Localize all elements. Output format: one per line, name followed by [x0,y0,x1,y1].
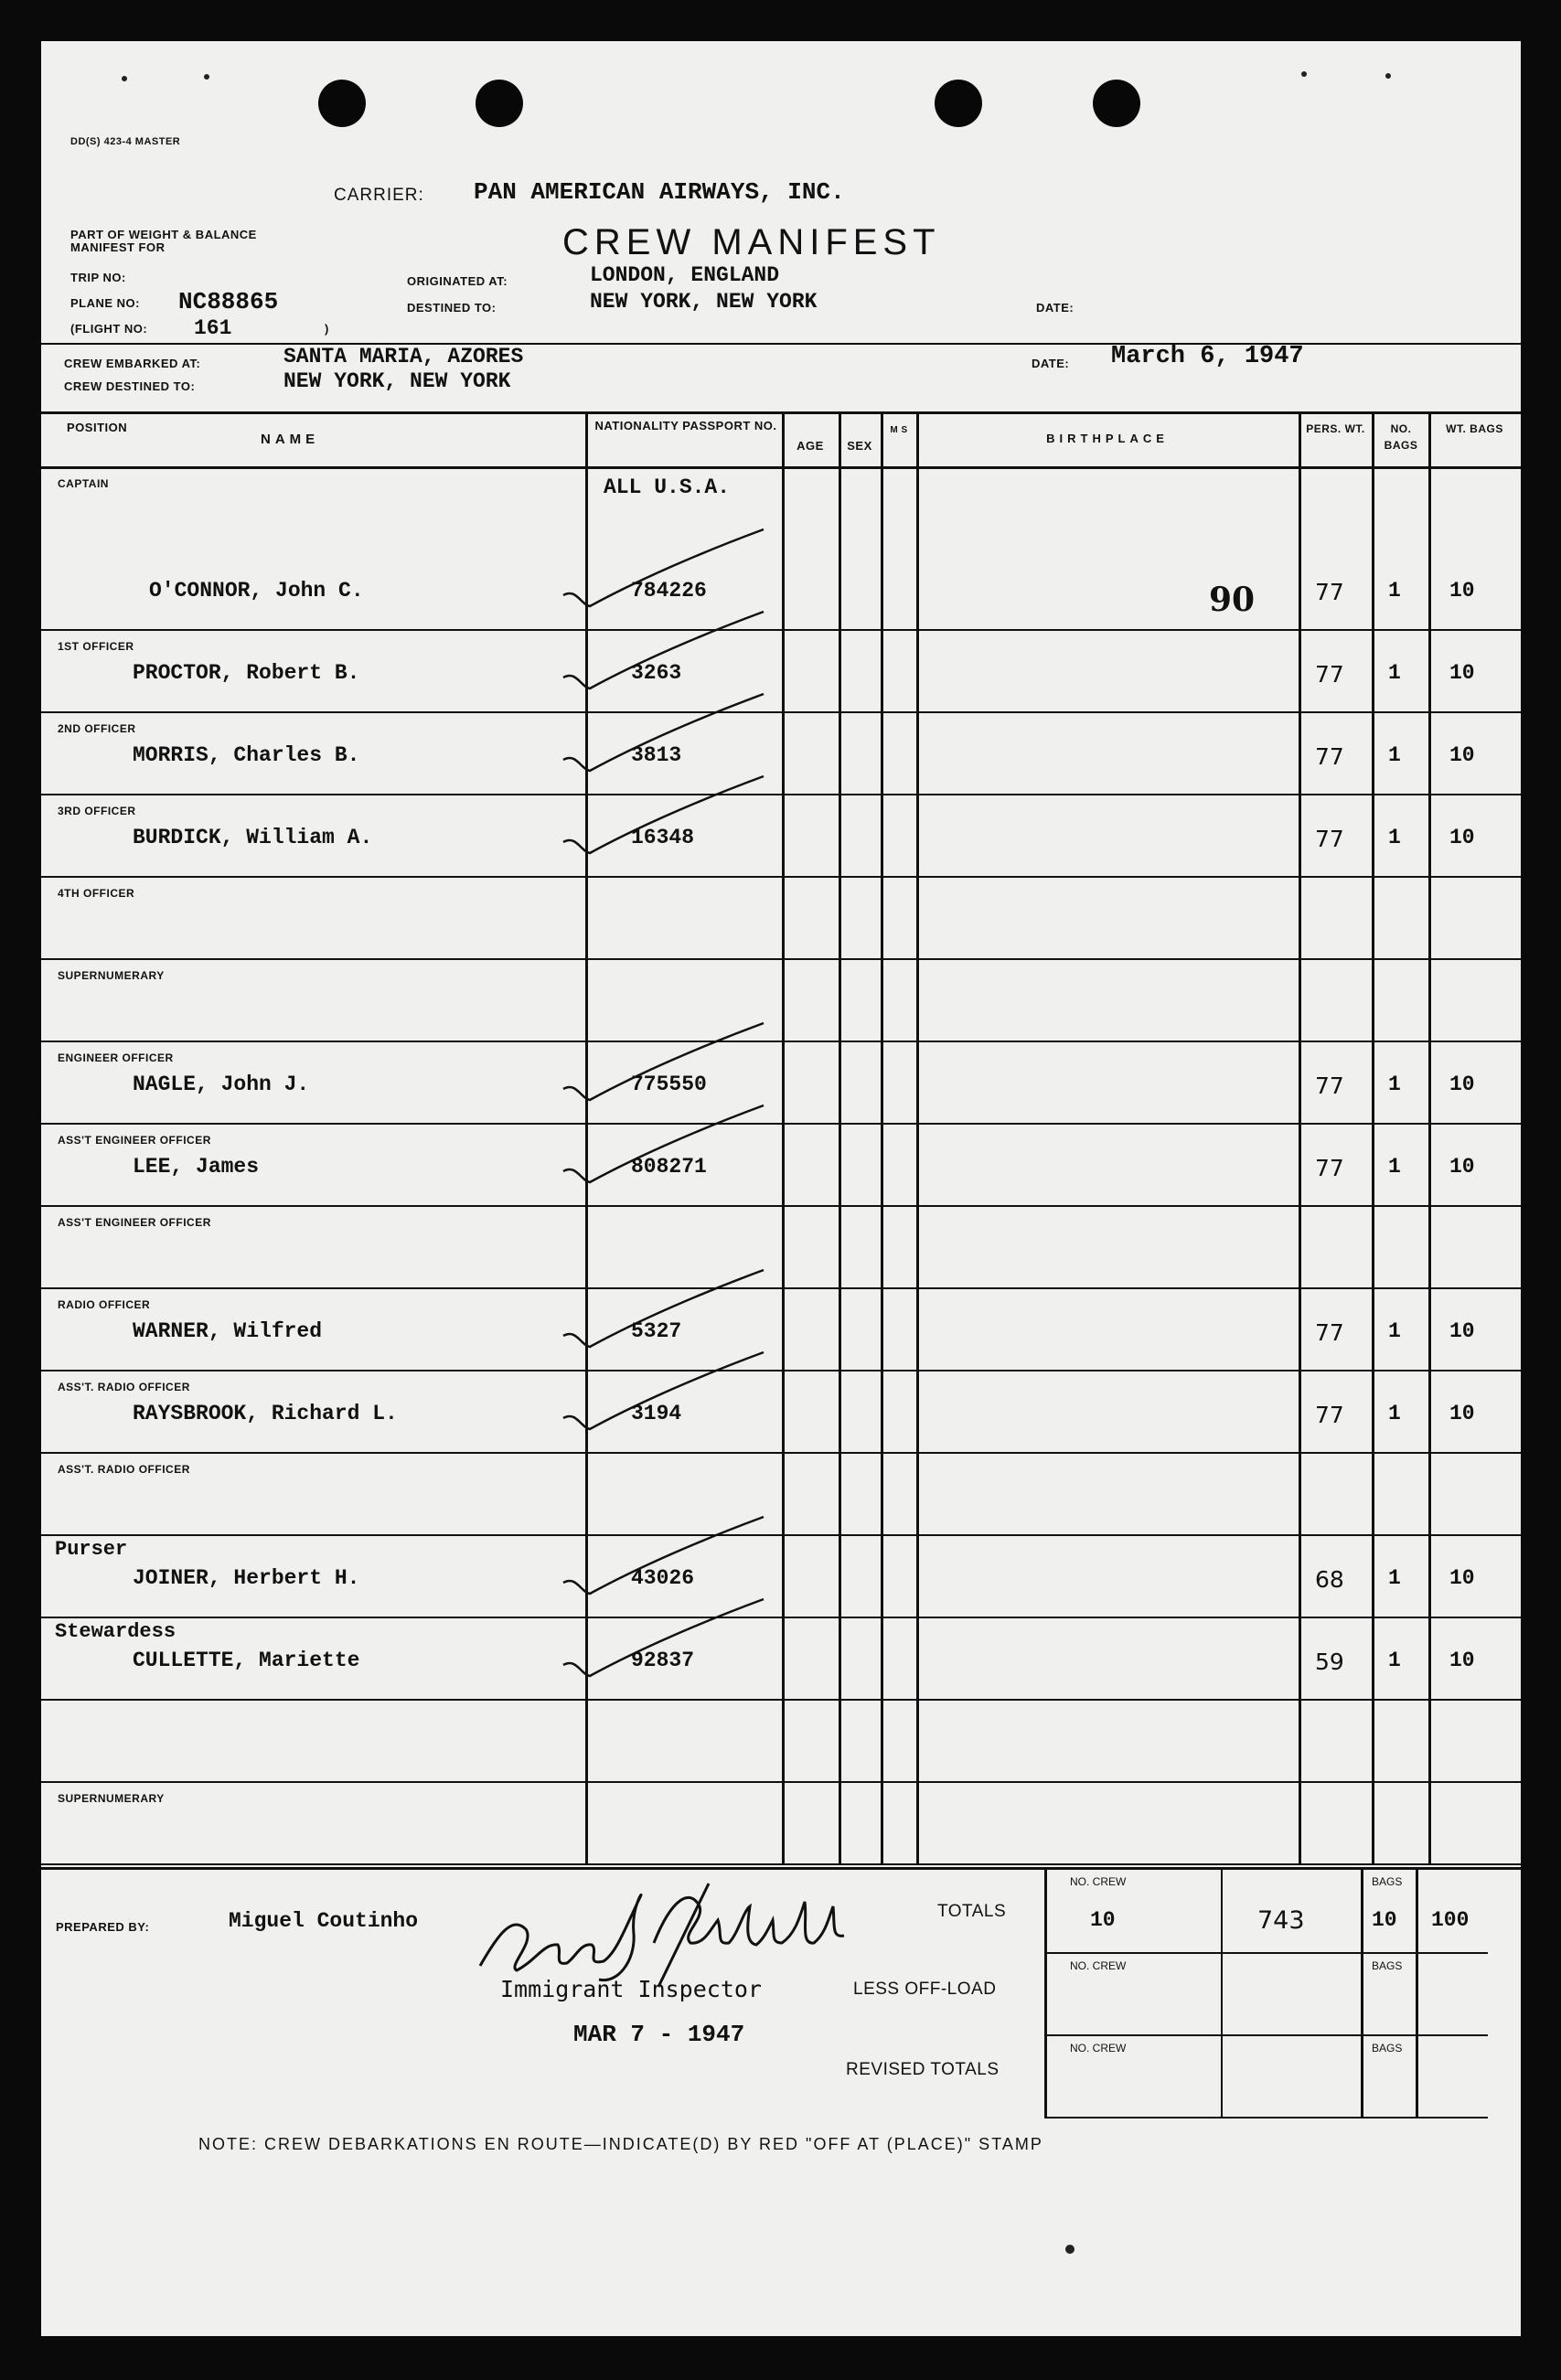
plane-no: NC88865 [178,288,279,315]
all-usa-note: ALL U.S.A. [604,475,731,499]
inspector-stamp-date: MAR 7 - 1947 [573,2021,745,2048]
bag-weight: 10 [1449,743,1475,767]
date2-label: DATE: [1032,357,1070,370]
check-mark [558,606,796,698]
passport-no: 784226 [631,579,707,603]
bags-label: BAGS [1372,2042,1403,2054]
col-age: AGE [797,439,824,453]
grid-line [881,411,883,1863]
manifest-sheet [41,41,1521,2336]
crew-name: NAGLE, John J. [133,1073,310,1096]
grid-line [1221,1867,1223,2117]
col-ms: M S [890,425,908,435]
crew-name: MORRIS, Charles B. [133,743,360,767]
bags-label: BAGS [1372,1875,1403,1888]
flight-close: ) [325,322,329,336]
prepared-by: Miguel Coutinho [229,1909,419,1933]
inspector-label: Immigrant Inspector [500,1976,762,2002]
carrier-value: PAN AMERICAN AIRWAYS, INC. [474,178,845,206]
punch-hole [318,80,366,127]
bag-weight: 10 [1449,1566,1475,1590]
bag-weight: 10 [1449,1073,1475,1096]
date-label: DATE: [1036,301,1075,315]
bag-count: 1 [1388,661,1401,685]
embarked-label: CREW EMBARKED AT: [64,357,201,370]
plane-label: PLANE NO: [70,296,140,310]
crew-name: WARNER, Wilfred [133,1319,323,1343]
pers-weight: 77 [1315,661,1344,688]
col-nationality: NATIONALITY PASSPORT NO. [594,419,777,432]
originated-label: ORIGINATED AT: [407,274,508,288]
crew-name: CULLETTE, Mariette [133,1649,360,1672]
check-mark [558,1265,796,1356]
passport-no: 808271 [631,1155,707,1179]
row-position: RADIO OFFICER [58,1298,151,1311]
grid-line [585,411,588,1863]
flight-no: 161 [194,316,232,340]
flight-label: (FLIGHT NO: [70,322,148,336]
bags-label: BAGS [1372,1959,1403,1972]
crew-name: BURDICK, William A. [133,826,373,849]
bag-count: 1 [1388,1319,1401,1343]
bag-count: 1 [1388,1073,1401,1096]
pers-weight: 77 [1315,743,1344,770]
crew-name: JOINER, Herbert H. [133,1566,360,1590]
passport-no: 43026 [631,1566,695,1590]
passport-no: 3194 [631,1402,682,1425]
originated-value: LONDON, ENGLAND [590,263,780,287]
grid-line [1044,1952,1488,1954]
grid-line [839,411,841,1863]
divider [41,1867,1521,1870]
grid-line [782,411,785,1863]
prepared-label: PREPARED BY: [56,1920,150,1934]
bag-weight: 10 [1449,1649,1475,1672]
dot-mark [1065,2245,1075,2254]
check-mark [558,771,796,862]
grid-line [41,1863,1521,1865]
crew-name: PROCTOR, Robert B. [133,661,360,685]
row-position: 2ND OFFICER [58,722,136,735]
crew-name: RAYSBROOK, Richard L. [133,1402,398,1425]
bag-count: 1 [1388,1155,1401,1179]
check-mark [558,688,796,780]
no-crew-label: NO. CREW [1070,1875,1127,1888]
pers-weight: 77 [1315,826,1344,852]
pers-weight: 77 [1315,1073,1344,1099]
row-position: ASS'T. RADIO OFFICER [58,1381,190,1393]
passport-no: 92837 [631,1649,695,1672]
col-name: NAME [261,432,320,447]
row-position: ASS'T ENGINEER OFFICER [58,1216,211,1229]
grid-line [1044,2034,1488,2036]
dot-mark [122,76,127,81]
total-bags: 10 [1372,1908,1397,1932]
dot-mark [1385,73,1391,79]
passport-no: 16348 [631,826,695,849]
crew-name: O'CONNOR, John C. [149,579,364,603]
row-position: SUPERNUMERARY [58,1792,165,1805]
less-offload-label: LESS OFF-LOAD [853,1980,997,1999]
bag-weight: 10 [1449,1155,1475,1179]
note: NOTE: CREW DEBARKATIONS EN ROUTE—INDICATE(D) BY RED "OFF AT (PLACE)" STAMP [198,2135,1043,2153]
grid-line [1361,1867,1363,2117]
row-position: 4TH OFFICER [58,887,135,900]
punch-hole [935,80,982,127]
row-position: 3RD OFFICER [58,805,136,817]
bag-weight: 10 [1449,579,1475,603]
grid-line [1299,411,1301,1863]
check-mark [558,1347,796,1438]
document-title: CREW MANIFEST [562,222,941,262]
total-weight: 743 [1257,1906,1305,1935]
col-pers-wt: PERS. WT. [1306,422,1365,435]
trip-label: TRIP NO: [70,271,126,284]
bag-count: 1 [1388,826,1401,849]
destined-label: DESTINED TO: [407,301,497,315]
pers-weight: 77 [1315,579,1344,605]
total-crew: 10 [1090,1908,1116,1932]
bag-count: 1 [1388,743,1401,767]
pers-weight: 77 [1315,1155,1344,1181]
pers-weight: 59 [1315,1649,1344,1675]
totals-label: TOTALS [937,1902,1007,1921]
row-position: ASS'T ENGINEER OFFICER [58,1134,211,1147]
bag-count: 1 [1388,1566,1401,1590]
punch-hole [1093,80,1140,127]
grid-line [1416,1867,1418,2117]
inspector-signature [471,1879,946,1989]
passport-no: 775550 [631,1073,707,1096]
passport-no: 5327 [631,1319,682,1343]
col-birthplace: BIRTHPLACE [1046,432,1169,445]
pers-weight: 68 [1315,1566,1344,1593]
check-mark [558,1594,796,1685]
date2-value: March 6, 1947 [1111,343,1304,370]
row-position: Purser [55,1538,128,1561]
grid-line [1428,411,1431,1863]
no-crew-label: NO. CREW [1070,2042,1127,2054]
check-mark [558,1511,796,1603]
row-position: SUPERNUMERARY [58,969,165,982]
grid-line [1044,1867,1047,2117]
form-id: DD(S) 423-4 MASTER [70,136,181,147]
bag-count: 1 [1388,1402,1401,1425]
check-mark [558,1018,796,1109]
destined-value: NEW YORK, NEW YORK [590,290,818,314]
passport-no: 3813 [631,743,682,767]
pers-weight: 77 [1315,1402,1344,1428]
bag-count: 1 [1388,1649,1401,1672]
check-mark [558,1100,796,1191]
row-position: ASS'T. RADIO OFFICER [58,1463,190,1476]
grid-line [1372,411,1374,1863]
revised-totals-label: REVISED TOTALS [846,2060,1000,2079]
row-position: Stewardess [55,1620,176,1643]
grid-line [1044,2117,1488,2119]
col-wt-bags: WT. BAGS [1446,422,1503,435]
dot-mark [204,74,209,80]
bag-weight: 10 [1449,1402,1475,1425]
bag-weight: 10 [1449,826,1475,849]
embarked-value: SANTA MARIA, AZORES [283,345,524,368]
carrier-label: CARRIER: [334,186,424,205]
bag-count: 1 [1388,579,1401,603]
crew-name: LEE, James [133,1155,260,1179]
passport-no: 3263 [631,661,682,685]
pers-weight: 77 [1315,1319,1344,1346]
bag-weight: 10 [1449,661,1475,685]
check-mark [558,524,796,615]
row-position: CAPTAIN [58,477,109,490]
total-bag-weight: 100 [1431,1908,1470,1932]
col-no-bags: NO. BAGS [1384,422,1418,452]
part-label: PART OF WEIGHT & BALANCE MANIFEST FOR [70,228,257,254]
crew-destined-label: CREW DESTINED TO: [64,379,196,393]
grid-line [916,411,919,1863]
handwritten-90: 90 [1209,581,1256,619]
col-position: POSITION [67,421,128,434]
col-sex: SEX [847,439,872,453]
crew-destined-value: NEW YORK, NEW YORK [283,369,511,393]
row-position: ENGINEER OFFICER [58,1051,174,1064]
punch-hole [476,80,523,127]
no-crew-label: NO. CREW [1070,1959,1127,1972]
row-position: 1ST OFFICER [58,640,134,653]
dot-mark [1301,71,1307,77]
bag-weight: 10 [1449,1319,1475,1343]
